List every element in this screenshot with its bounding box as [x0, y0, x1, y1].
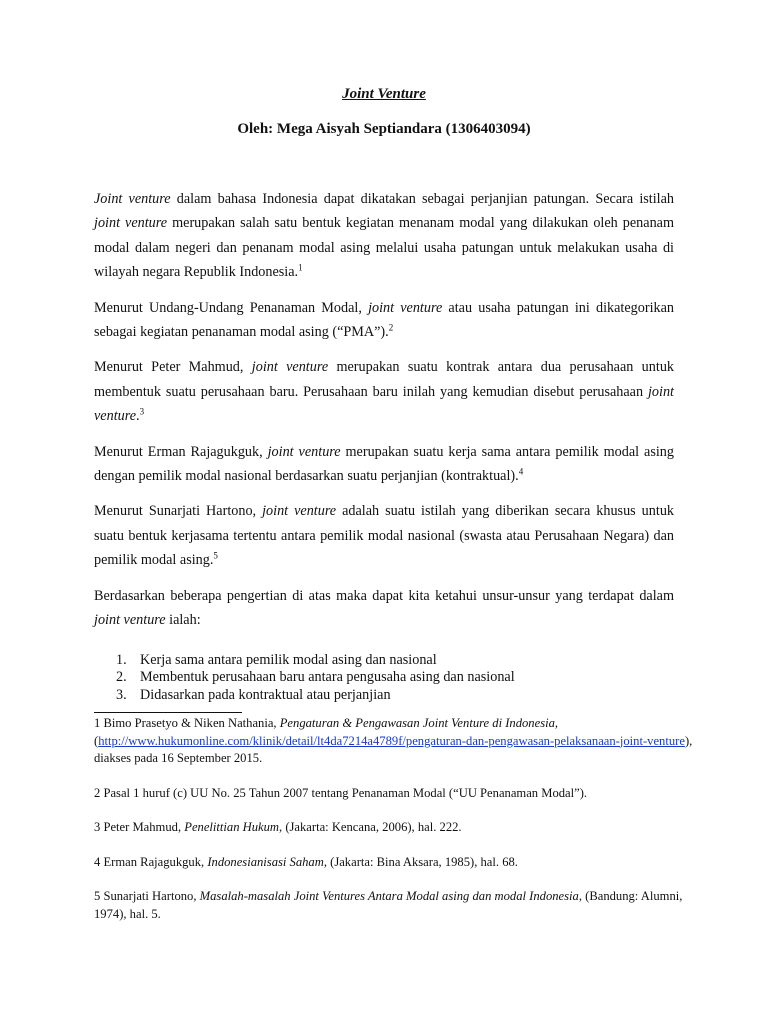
footnote	[94, 854, 694, 872]
author-line: Oleh: Mega Aisyah Septiandara (1306403094)	[237, 121, 531, 137]
italic-text: Indonesianisasi Saham	[207, 854, 324, 869]
footnote	[94, 888, 694, 923]
list-number: 3.	[116, 686, 127, 703]
text-run: , (Jakarta: Bina Aksara, 1985), hal. 68.	[323, 854, 518, 869]
text-run: Berdasarkan beberapa pengertian di atas maka dapat kita ketahui unsur-unsur yang terdapat dalam	[94, 587, 674, 604]
italic-text: joint venture	[94, 383, 674, 425]
italic-text: joint venture	[94, 215, 168, 232]
footnote-ref[interactable]: 3	[139, 406, 145, 417]
text-run: merupakan salah satu bentuk kegiatan menanam modal yang dilakukan oleh penanam modal dalam negeri dan penanam modal asing melalui usaha patungan untuk melakukan usaha di wilayah negara Republik Indonesia.	[94, 215, 674, 281]
italic-text: Masalah-masalah Joint Ventures Antara Modal asing dan modal Indonesia	[199, 889, 579, 903]
body-paragraph	[94, 584, 674, 633]
italic-text: joint venture	[262, 503, 337, 520]
italic-text: Joint venture	[94, 191, 171, 207]
footnote	[94, 715, 694, 768]
italic-text: joint venture	[267, 443, 341, 460]
footnotes	[94, 715, 694, 940]
footnote-link[interactable]: http://www.hukumonline.com/klinik/detail/lt4da7214a4789f/pengaturan-dan-pengawasan-pelaksanaan-joint-venture	[98, 733, 685, 748]
italic-text: Pengaturan & Pengawasan Joint Venture di Indonesia,	[279, 716, 559, 730]
text-run: 5 Sunarjati Hartono,	[94, 889, 200, 903]
footnote-separator	[94, 712, 242, 713]
italic-text: joint venture	[368, 299, 443, 316]
body-paragraph	[94, 355, 674, 428]
text-run: 2 Pasal 1 huruf (c) UU No. 25 Tahun 2007 tentang Penanaman Modal (“UU Penanaman Modal”).	[94, 785, 588, 800]
list-item	[116, 652, 515, 669]
text-run: merupakan suatu kontrak antara dua perusahaan untuk membentuk suatu perusahaan baru. Perusahaan baru inilah yang kemudian disebut perusahaan	[94, 359, 675, 400]
footnote	[94, 819, 694, 837]
italic-text: Penelittian Hukum	[184, 820, 280, 834]
text-run: (	[94, 733, 99, 748]
elements-list	[116, 652, 515, 704]
text-run: .	[136, 408, 140, 425]
text-run: 4 Erman Rajagukguk,	[94, 854, 208, 869]
document-title: Joint Venture	[342, 86, 426, 102]
text-run: Menurut Undang-Undang Penanaman Modal,	[94, 299, 369, 316]
text-run: merupakan suatu kerja sama antara pemilik modal asing dengan pemilik modal nasional berdasarkan suatu perjanjian (kontraktual).	[94, 443, 674, 485]
list-text: Kerja sama antara pemilik modal asing dan nasional	[140, 652, 437, 668]
footnote-ref[interactable]: 4	[518, 466, 524, 477]
footnote-ref[interactable]: 2	[388, 322, 394, 333]
list-item	[116, 669, 515, 686]
list-number: 1.	[116, 652, 127, 668]
text-run: 3 Peter Mahmud,	[94, 820, 185, 834]
list-item	[116, 687, 515, 704]
text-run: 1 Bimo Prasetyo & Niken Nathania,	[94, 716, 280, 730]
text-run: dalam bahasa Indonesia dapat dikatakan sebagai perjanjian patungan. Secara istilah	[170, 191, 675, 207]
text-run: Menurut Erman Rajagukguk,	[94, 443, 268, 460]
text-run: Menurut Sunarjati Hartono,	[94, 503, 263, 520]
list-number: 2.	[116, 669, 127, 686]
text-run: ), diakses pada 16 September 2015.	[94, 733, 693, 765]
footnote-ref[interactable]: 1	[298, 262, 303, 273]
body-paragraph	[94, 296, 674, 345]
text-run: ialah:	[165, 612, 201, 629]
text-run: , (Jakarta: Kencana, 2006), hal. 222.	[279, 820, 462, 834]
list-text: Didasarkan pada kontraktual atau perjanjian	[140, 686, 391, 703]
body-paragraph	[94, 187, 674, 285]
italic-text: joint venture	[94, 612, 166, 629]
text-run: adalah suatu istilah yang diberikan secara khusus untuk suatu bentuk kerjasama tertentu antara pemilik modal nasional (swasta atau Perusahaan Negara) dan pemilik modal asing.	[94, 503, 675, 569]
body-paragraph	[94, 440, 674, 489]
footnote	[94, 785, 694, 803]
text-run: Menurut Peter Mahmud,	[94, 359, 252, 376]
text-run: atau usaha patungan ini dikategorikan sebagai kegiatan penanaman modal asing (“PMA”).	[94, 299, 675, 341]
italic-text: joint venture	[251, 359, 329, 376]
body-paragraph	[94, 499, 674, 572]
footnote-ref[interactable]: 5	[213, 550, 218, 561]
text-run: , (Bandung: Alumni, 1974), hal. 5.	[94, 889, 683, 921]
document-body	[94, 187, 674, 644]
list-text: Membentuk perusahaan baru antara pengusaha asing dan nasional	[140, 669, 515, 686]
